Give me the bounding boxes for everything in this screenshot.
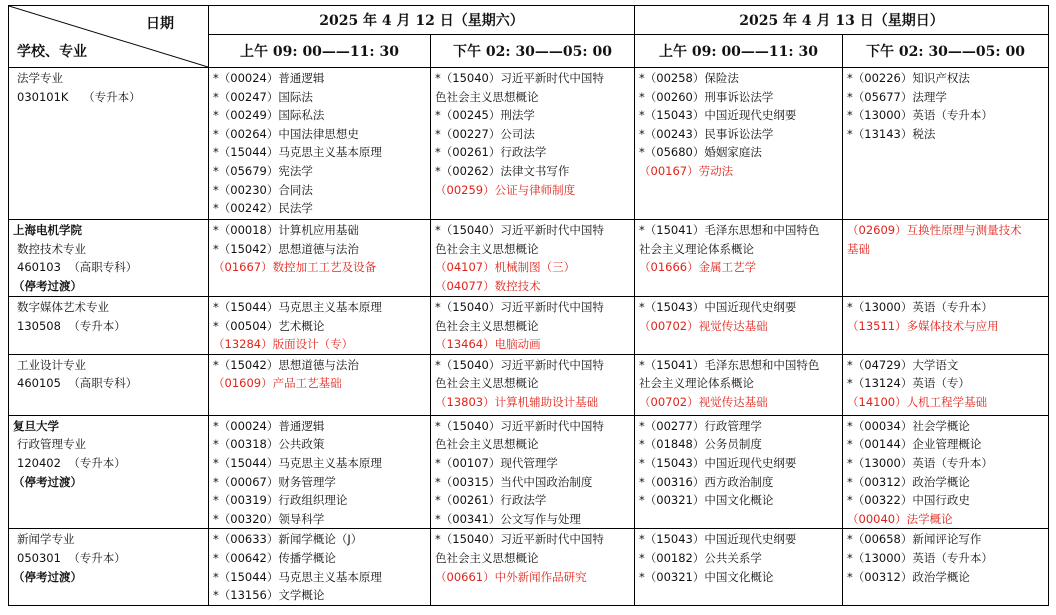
session-cell-1 <box>209 297 431 355</box>
exam-course-line: *（05679）宪法学 <box>213 163 313 178</box>
major-line: 上海电机学院 <box>13 223 82 237</box>
major-line: （停考过渡） <box>13 474 82 489</box>
exam-course-line: *（00318）公共政策 <box>213 437 325 452</box>
schedule-row <box>9 529 1049 605</box>
schedule-row <box>9 68 1049 220</box>
exam-course-line: *（00144）企业管理概论 <box>847 437 982 452</box>
major-line: 法学专业 <box>17 71 63 85</box>
exam-course-line: *（13143）税法 <box>847 126 936 141</box>
session-cell-1 <box>209 354 431 415</box>
exam-course-line: *（00227）公司法 <box>435 126 535 141</box>
exam-course-line: 社会主义理论体系概论 <box>639 376 754 391</box>
session-cell-1 <box>209 529 431 605</box>
session-cell-2 <box>431 297 635 355</box>
major-line: 050301 （专升本） <box>17 550 126 565</box>
schedule-row <box>9 297 1049 355</box>
session-cell-2 <box>431 68 635 220</box>
exam-course-required-new: （04077）数控技术 <box>435 278 541 293</box>
exam-course-line: *（13000）英语（专升本） <box>847 550 993 565</box>
exam-course-line: *（00242）民法学 <box>213 201 313 216</box>
session-cell-3 <box>635 68 843 220</box>
exam-course-line: *（00243）民事诉讼法学 <box>639 126 774 141</box>
exam-course-line: *（13000）英语（专升本） <box>847 300 993 314</box>
exam-course-line: *（15040）习近平新时代中国特 <box>435 300 604 314</box>
exam-course-line: *（00182）公共关系学 <box>639 550 762 565</box>
major-line: 130508 （专升本） <box>17 318 126 333</box>
major-line: 460105 （高职专科） <box>17 376 138 391</box>
exam-course-line: *（00341）公文写作与处理 <box>435 511 581 526</box>
session-header-1: 上午 09: 00——11: 30 <box>209 35 431 68</box>
exam-course-required-new: （13284）版面设计（专） <box>213 337 354 352</box>
exam-course-required-new: （00040）法学概论 <box>847 511 953 526</box>
exam-course-line: *（15042）思想道德与法治 <box>213 241 359 256</box>
major-line: （停考过渡） <box>13 569 82 584</box>
exam-course-required-new: （01666）金属工艺学 <box>639 260 757 275</box>
exam-course-line: *（04729）大学语文 <box>847 357 959 372</box>
session-cell-4 <box>843 529 1049 605</box>
exam-course-line: *（15044）马克思主义基本原理 <box>213 455 382 470</box>
exam-course-required-new: （00661）中外新闻作品研究 <box>435 569 587 584</box>
major-line: 行政管理专业 <box>17 437 86 452</box>
schedule-row <box>9 220 1049 297</box>
exam-course-required-new: （01609）产品工艺基础 <box>213 376 342 391</box>
exam-course-line: *（13124）英语（专） <box>847 376 970 391</box>
exam-course-line: *（00249）国际私法 <box>213 108 325 123</box>
school-major-cell <box>9 220 209 297</box>
exam-course-line: *（15043）中国近现代史纲要 <box>639 300 797 314</box>
exam-course-line: *（15044）马克思主义基本原理 <box>213 145 382 160</box>
exam-course-line: *（15040）习近平新时代中国特 <box>435 71 604 85</box>
session-cell-2 <box>431 354 635 415</box>
exam-course-line: *（00312）政治学概论 <box>847 569 970 584</box>
exam-course-line: *（00258）保险法 <box>639 71 739 85</box>
exam-course-line: *（00024）普通逻辑 <box>213 71 325 85</box>
exam-course-line: *（00504）艺术概论 <box>213 318 325 333</box>
exam-course-line: *（15040）习近平新时代中国特 <box>435 532 604 547</box>
exam-course-required-new: （00259）公证与律师制度 <box>435 182 576 197</box>
session-header-4: 下午 02: 30——05: 00 <box>843 35 1049 68</box>
major-line: 120402 （专升本） <box>17 455 126 470</box>
exam-course-line: *（13000）英语（专升本） <box>847 108 993 123</box>
exam-schedule <box>8 5 1048 606</box>
session-cell-2 <box>431 415 635 529</box>
exam-course-line: *（00312）政治学概论 <box>847 474 970 489</box>
date-header-1: 2025 年 4 月 12 日（星期六） <box>209 6 635 35</box>
exam-course-line: *（15044）马克思主义基本原理 <box>213 569 382 584</box>
exam-course-line: *（00034）社会学概论 <box>847 418 970 433</box>
exam-course-line: *（13156）文学概论 <box>213 588 325 603</box>
major-line: 数字媒体艺术专业 <box>17 300 109 314</box>
exam-course-line: *（00067）财务管理学 <box>213 474 336 489</box>
exam-course-line: *（00018）计算机应用基础 <box>213 223 359 237</box>
exam-course-line: *（15042）思想道德与法治 <box>213 357 359 372</box>
exam-course-required-new: （13464）电脑动画 <box>435 337 541 352</box>
session-cell-1 <box>209 68 431 220</box>
major-line: 460103 （高职专科） <box>17 260 138 275</box>
exam-course-line: *（15041）毛泽东思想和中国特色 <box>639 223 820 237</box>
exam-course-line: *（01848）公务员制度 <box>639 437 762 452</box>
session-cell-3 <box>635 529 843 605</box>
exam-course-required-new: （00702）视觉传达基础 <box>639 318 768 333</box>
exam-course-line: 色社会主义思想概论 <box>435 437 539 452</box>
session-cell-2 <box>431 220 635 297</box>
header-date-label: 日期 <box>146 16 174 32</box>
exam-course-line: *（00024）普通逻辑 <box>213 418 325 433</box>
school-major-cell <box>9 297 209 355</box>
exam-course-line: *（00260）刑事诉讼法学 <box>639 89 774 104</box>
major-line: 复旦大学 <box>13 418 59 433</box>
exam-course-required-new: （13803）计算机辅助设计基础 <box>435 394 599 409</box>
schedule-row <box>9 415 1049 529</box>
major-line: 工业设计专业 <box>17 357 86 372</box>
header-school-label: 学校、专业 <box>17 44 87 60</box>
session-header-3: 上午 09: 00——11: 30 <box>635 35 843 68</box>
schedule-table <box>8 5 1049 606</box>
exam-course-required-new: 基础 <box>847 241 870 256</box>
exam-course-line: *（15040）习近平新时代中国特 <box>435 418 604 433</box>
exam-course-line: *（15043）中国近现代史纲要 <box>639 455 797 470</box>
session-cell-3 <box>635 415 843 529</box>
exam-course-line: *（00226）知识产权法 <box>847 71 970 85</box>
school-major-cell <box>9 354 209 415</box>
exam-course-line: *（00245）刑法学 <box>435 108 535 123</box>
exam-course-required-new: （01667）数控加工工艺及设备 <box>213 260 377 275</box>
exam-course-line: *（05680）婚姻家庭法 <box>639 145 762 160</box>
exam-course-line: 色社会主义思想概论 <box>435 89 539 104</box>
schedule-row <box>9 354 1049 415</box>
exam-course-line: *（00322）中国行政史 <box>847 493 970 508</box>
exam-course-line: 色社会主义思想概论 <box>435 241 539 256</box>
session-cell-3 <box>635 220 843 297</box>
session-cell-4 <box>843 220 1049 297</box>
exam-course-line: *（00277）行政管理学 <box>639 418 762 433</box>
school-major-cell <box>9 415 209 529</box>
exam-course-required-new: （04107）机械制图（三） <box>435 260 576 275</box>
exam-course-line: 社会主义理论体系概论 <box>639 241 754 256</box>
session-cell-4 <box>843 68 1049 220</box>
exam-course-line: 色社会主义思想概论 <box>435 376 539 391</box>
session-cell-1 <box>209 415 431 529</box>
exam-course-line: 色社会主义思想概论 <box>435 318 539 333</box>
session-cell-2 <box>431 529 635 605</box>
session-cell-4 <box>843 297 1049 355</box>
exam-course-line: *（15044）马克思主义基本原理 <box>213 300 382 314</box>
exam-course-line: *（00633）新闻学概论（J） <box>213 532 363 547</box>
header-corner-cell <box>9 6 209 68</box>
exam-course-line: *（00320）领导科学 <box>213 511 325 526</box>
exam-course-required-new: （13511）多媒体技术与应用 <box>847 318 999 333</box>
exam-course-line: *（00261）行政法学 <box>435 145 547 160</box>
exam-course-line: *（00264）中国法律思想史 <box>213 126 359 141</box>
exam-course-line: *（00319）行政组织理论 <box>213 493 348 508</box>
session-cell-3 <box>635 297 843 355</box>
exam-course-line: *（15043）中国近现代史纲要 <box>639 108 797 123</box>
school-major-cell <box>9 529 209 605</box>
exam-course-line: *（00642）传播学概论 <box>213 550 336 565</box>
exam-course-line: *（15043）中国近现代史纲要 <box>639 532 797 547</box>
exam-course-required-new: （02609）互换性原理与测量技术 <box>847 223 1022 237</box>
exam-course-line: *（00658）新闻评论写作 <box>847 532 982 547</box>
exam-course-line: *（00247）国际法 <box>213 89 313 104</box>
exam-course-line: *（13000）英语（专升本） <box>847 455 993 470</box>
session-cell-4 <box>843 354 1049 415</box>
exam-course-line: *（00107）现代管理学 <box>435 455 558 470</box>
major-line: 030101K （专升本） <box>17 89 141 104</box>
date-header-2: 2025 年 4 月 13 日（星期日） <box>635 6 1049 35</box>
exam-course-required-new: （00702）视觉传达基础 <box>639 394 768 409</box>
exam-course-line: *（00315）当代中国政治制度 <box>435 474 593 489</box>
session-cell-3 <box>635 354 843 415</box>
session-cell-4 <box>843 415 1049 529</box>
exam-course-line: *（00321）中国文化概论 <box>639 493 774 508</box>
exam-course-line: *（00316）西方政治制度 <box>639 474 774 489</box>
exam-course-required-new: （14100）人机工程学基础 <box>847 394 988 409</box>
session-cell-1 <box>209 220 431 297</box>
major-line: 数控技术专业 <box>17 241 86 256</box>
exam-course-line: 色社会主义思想概论 <box>435 550 539 565</box>
exam-course-line: *（00262）法律文书写作 <box>435 163 570 178</box>
school-major-cell <box>9 68 209 220</box>
exam-course-line: *（15040）习近平新时代中国特 <box>435 357 604 372</box>
exam-course-line: *（00261）行政法学 <box>435 493 547 508</box>
exam-course-line: *（15040）习近平新时代中国特 <box>435 223 604 237</box>
session-header-2: 下午 02: 30——05: 00 <box>431 35 635 68</box>
exam-course-required-new: （00167）劳动法 <box>639 163 734 178</box>
exam-course-line: *（15041）毛泽东思想和中国特色 <box>639 357 820 372</box>
exam-course-line: *（05677）法理学 <box>847 89 947 104</box>
major-line: （停考过渡） <box>13 278 82 293</box>
major-line: 新闻学专业 <box>17 532 75 547</box>
exam-course-line: *（00321）中国文化概论 <box>639 569 774 584</box>
exam-course-line: *（00230）合同法 <box>213 182 313 197</box>
